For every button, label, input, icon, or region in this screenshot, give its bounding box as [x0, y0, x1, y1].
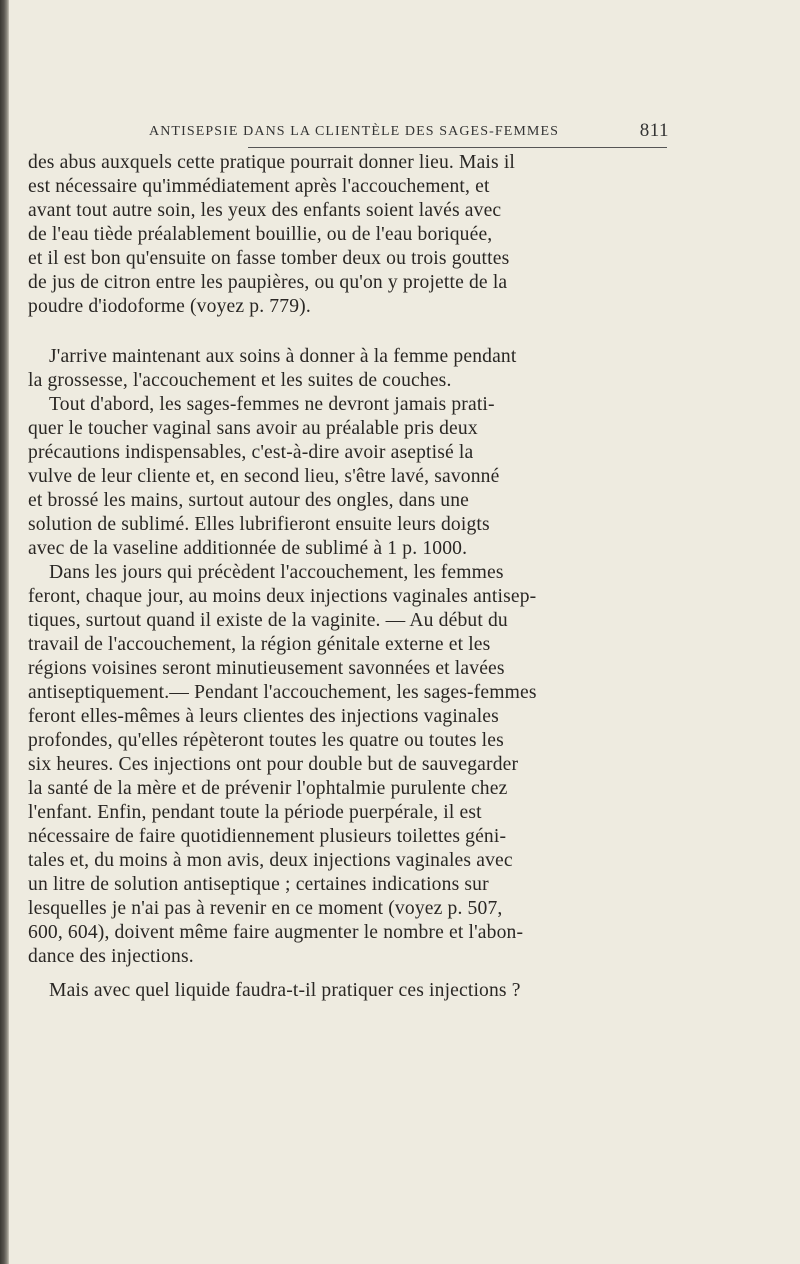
text-line: la grossesse, l'accouchement et les suites de couches. — [28, 370, 452, 391]
book-binding-edge — [0, 0, 9, 1264]
text-line: un litre de solution antiseptique ; certaines indications sur — [28, 874, 489, 895]
page-number: 811 — [639, 120, 669, 141]
text-line: avec de la vaseline additionnée de sublimé à 1 p. 1000. — [28, 538, 468, 559]
text-line: nécessaire de faire quotidiennement plusieurs toilettes géni- — [28, 826, 507, 847]
text-line: Tout d'abord, les sages-femmes ne devront jamais prati- — [49, 394, 495, 415]
text-line: J'arrive maintenant aux soins à donner à la femme pendant — [49, 346, 517, 367]
text-line: l'enfant. Enfin, pendant toute la période puerpérale, il est — [28, 802, 482, 823]
text-line: est nécessaire qu'immédiatement après l'accouchement, et — [28, 176, 490, 197]
text-line: vulve de leur cliente et, en second lieu, s'être lavé, savonné — [28, 466, 500, 487]
text-line: avant tout autre soin, les yeux des enfants soient lavés avec — [28, 200, 502, 221]
text-line: quer le toucher vaginal sans avoir au préalable pris deux — [28, 418, 478, 439]
text-line: la santé de la mère et de prévenir l'ophtalmie purulente chez — [28, 778, 508, 799]
book-page — [9, 0, 800, 1264]
running-title: ANTISEPSIE DANS LA CLIENTÈLE DES SAGES-FEMMES — [149, 124, 560, 139]
text-line: régions voisines seront minutieusement savonnées et lavées — [28, 658, 505, 679]
text-line: précautions indispensables, c'est-à-dire avoir aseptisé la — [28, 442, 474, 463]
text-line: 600, 604), doivent même faire augmenter le nombre et l'abon- — [28, 922, 524, 943]
text-line: de jus de citron entre les paupières, ou qu'on y projette de la — [28, 272, 508, 293]
text-line: solution de sublimé. Elles lubrifieront ensuite leurs doigts — [28, 514, 490, 535]
text-line: poudre d'iodoforme (voyez p. 779). — [28, 296, 311, 317]
text-line: antiseptiquement.— Pendant l'accouchement, les sages-femmes — [28, 682, 537, 703]
text-line: tales et, du moins à mon avis, deux injections vaginales avec — [28, 850, 513, 871]
text-line: Dans les jours qui précèdent l'accouchement, les femmes — [49, 562, 504, 583]
text-line: et brossé les mains, surtout autour des ongles, dans une — [28, 490, 470, 511]
text-line: dance des injections. — [28, 946, 194, 967]
text-line: profondes, qu'elles répèteront toutes les quatre ou toutes les — [28, 730, 504, 751]
text-line: tiques, surtout quand il existe de la vaginite. — Au début du — [28, 610, 508, 631]
text-line: travail de l'accouchement, la région génitale externe et les — [28, 634, 491, 655]
text-line: des abus auxquels cette pratique pourrait donner lieu. Mais il — [28, 152, 516, 173]
text-line: six heures. Ces injections ont pour double but de sauvegarder — [28, 754, 519, 775]
header-rule — [248, 147, 667, 148]
text-line: Mais avec quel liquide faudra-t-il pratiquer ces injections ? — [49, 980, 521, 1001]
text-line: lesquelles je n'ai pas à revenir en ce moment (voyez p. 507, — [28, 898, 503, 919]
text-line: feront, chaque jour, au moins deux injections vaginales antisep- — [28, 586, 537, 607]
text-line: de l'eau tiède préalablement bouillie, ou de l'eau boriquée, — [28, 224, 493, 245]
text-line: et il est bon qu'ensuite on fasse tomber deux ou trois gouttes — [28, 248, 510, 269]
text-line: feront elles-mêmes à leurs clientes des injections vaginales — [28, 706, 499, 727]
